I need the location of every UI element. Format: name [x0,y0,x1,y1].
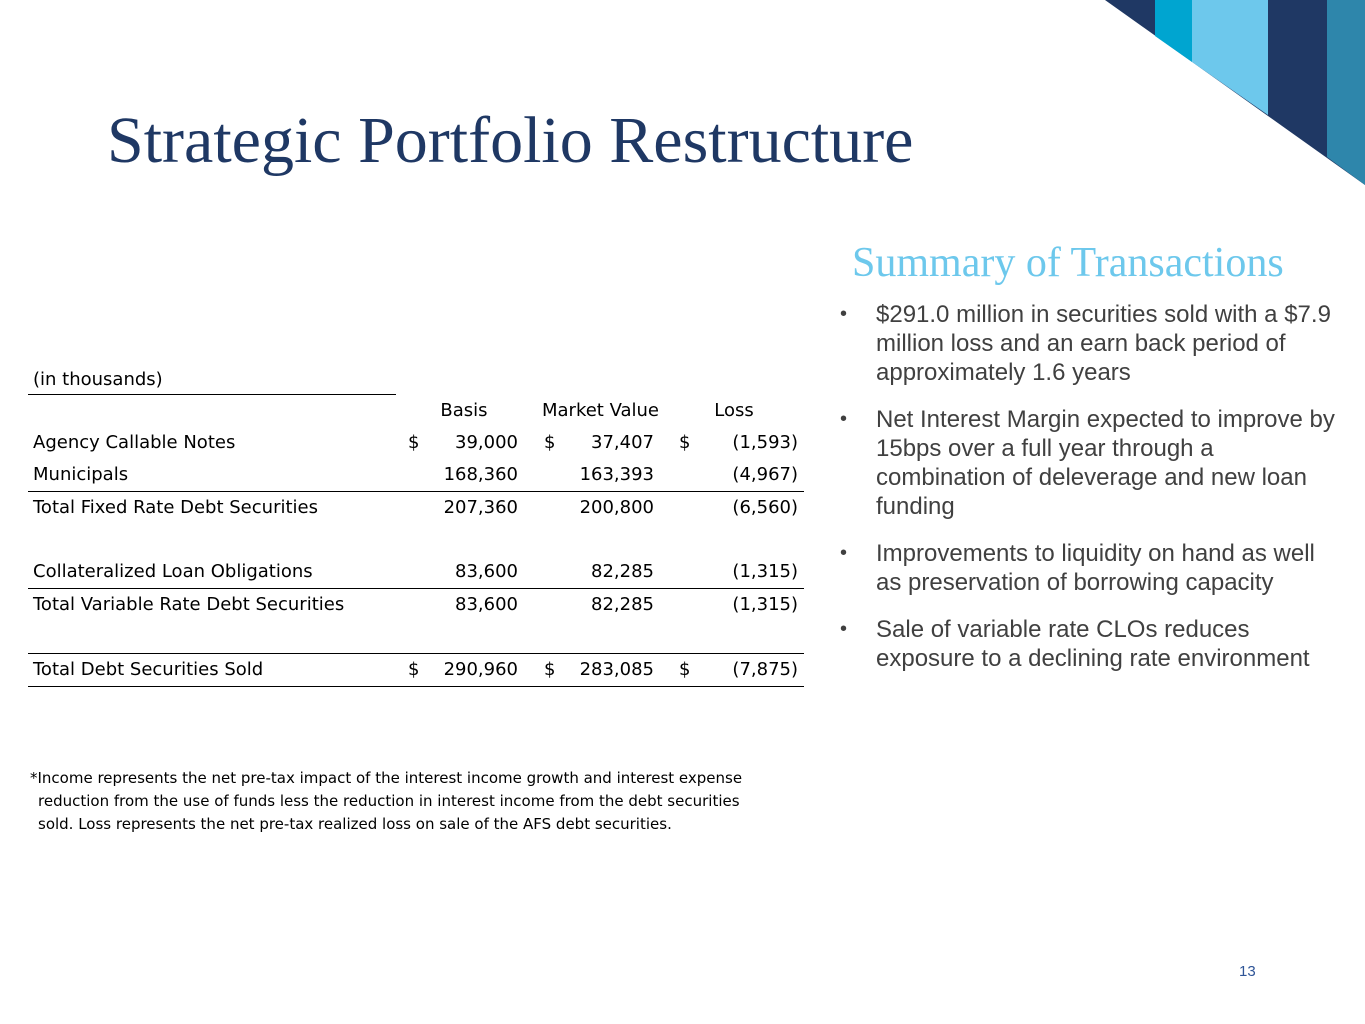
market-value: 200,800 [579,497,654,518]
loss-value: (1,315) [732,561,798,582]
table-row [28,459,804,491]
row-label: Total Fixed Rate Debt Securities [33,497,318,518]
loss-value: (1,315) [732,594,798,615]
footnote-line: reduction from the use of funds less the reduction in interest income from the debt securities [38,792,740,810]
currency-symbol: $ [544,659,556,680]
bullet-item [836,539,1336,597]
bullet-text: Sale of variable rate CLOs reduces exposure to a declining rate environment [876,616,1310,672]
table-row [28,556,804,588]
row-label: Collateralized Loan Obligations [33,561,313,582]
table-row [28,588,804,621]
table-spacer-row [28,524,804,556]
table-units-label: (in thousands) [28,365,396,395]
footnote-line: sold. Loss represents the net pre-tax realized loss on sale of the AFS debt securities. [38,815,672,833]
bullet-text: Net Interest Margin expected to improve by 15bps over a full year through a combination of deleverage and new loan funding [876,406,1335,520]
summary-heading: Summary of Transactions [852,240,1284,286]
summary-bullet-list [836,300,1336,691]
bullet-text: $291.0 million in securities sold with a $7.9 million loss and an earn back period of approximately 1.6 years [876,301,1331,386]
currency-symbol: $ [544,432,556,453]
row-label: Agency Callable Notes [33,432,236,453]
basis-value: 168,360 [443,464,518,485]
bullet-icon: • [840,408,848,430]
loss-value: (1,593) [732,432,798,453]
bullet-icon: • [840,618,848,640]
header-market-value: Market Value [541,400,660,421]
market-value: 283,085 [579,659,654,680]
header-basis: Basis [440,400,488,421]
currency-symbol: $ [679,659,691,680]
row-label: Total Debt Securities Sold [33,659,264,680]
footnote-line: *Income represents the net pre-tax impact of the interest income growth and interest expense [30,769,743,787]
market-value: 163,393 [579,464,654,485]
bullet-icon: • [840,542,848,564]
bullet-text: Improvements to liquidity on hand as well as preservation of borrowing capacity [876,540,1315,596]
basis-value: 83,600 [455,561,518,582]
footnote [30,767,790,836]
market-value: 37,407 [591,432,654,453]
table-spacer-row [28,621,804,653]
market-value: 82,285 [591,561,654,582]
loss-value: (7,875) [732,659,798,680]
basis-value: 83,600 [455,594,518,615]
market-value: 82,285 [591,594,654,615]
slide-title: Strategic Portfolio Restructure [107,104,914,177]
basis-value: 207,360 [443,497,518,518]
bullet-icon: • [840,303,848,325]
securities-table [28,365,804,687]
bullet-item [836,300,1336,387]
currency-symbol: $ [679,432,691,453]
basis-value: 39,000 [455,432,518,453]
loss-value: (6,560) [732,497,798,518]
page-number: 13 [1239,963,1256,980]
currency-symbol: $ [408,659,420,680]
row-label: Total Variable Rate Debt Securities [33,594,345,615]
currency-symbol: $ [408,432,420,453]
header-loss: Loss [714,400,754,421]
row-label: Municipals [33,464,129,485]
loss-value: (4,967) [732,464,798,485]
table-row [28,491,804,524]
table-header-row [28,395,804,427]
bullet-item [836,615,1336,673]
table-row [28,427,804,459]
table-total-row [28,653,804,687]
basis-value: 290,960 [443,659,518,680]
bullet-item [836,405,1336,521]
